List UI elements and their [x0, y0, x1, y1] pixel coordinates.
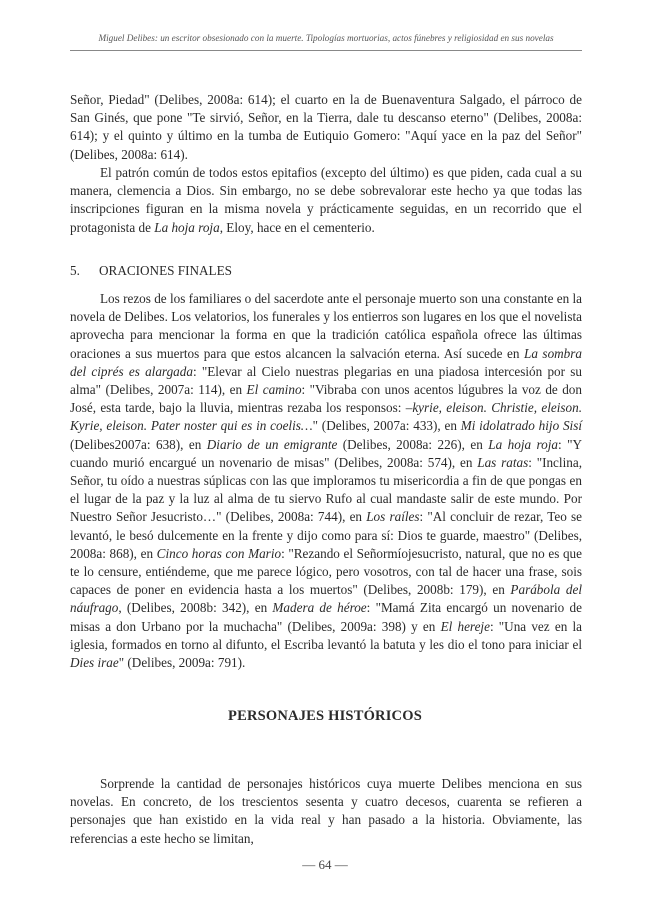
- book-title: Las ratas: [477, 454, 529, 470]
- latin-term: Dies irae: [70, 655, 119, 671]
- quoted-prayer: –kyrie, eleison. Christie, eleison. Kyrie, eleison. Pater noster qui es in coelis…: [70, 400, 582, 434]
- paragraph-text: El patrón común de todos estos epitafios (excepto del último) es que piden, cada cual a su manera, clemencia a Dios. Sin embargo, no se debe sobrevalorar este hecho ya que todas las inscripciones figuran en la misma novela y prácticamente seguidas, en un recorrido que el protagonista de La hoja roja, Eloy, hace en el cementerio.: [70, 165, 582, 235]
- book-title: Mi idolatrado hijo Sisí: [460, 418, 583, 434]
- book-title: Madera de héroe: [272, 600, 367, 616]
- book-title: Parábola del náufrago: [70, 582, 582, 616]
- page-number: — 64 —: [302, 857, 348, 872]
- running-header: Miguel Delibes: un escritor obsesionado con la muerte. Tipologías mortuorias, actos fúnebres y religiosidad en sus novelas: [98, 33, 554, 43]
- book-title: Los raíles: [366, 509, 420, 525]
- book-title: Diario de un emigrante: [206, 436, 338, 452]
- paragraph-text: Sorprende la cantidad de personajes históricos cuya muerte Delibes menciona en sus novelas. En concreto, de los trescientos sesenta y cuatro decesos, cuarenta se refieren a personajes que han existido en la vida real y han pasado a la historia. Obviamente, las referencias a este hecho se limitan,: [70, 776, 582, 846]
- section-heading: [70, 263, 232, 279]
- book-title: Cinco horas con Mario: [156, 545, 282, 561]
- paragraph-text: Los rezos de los familiares o del sacerdote ante el personaje muerto son una constante en la novela de Delibes. Los velatorios, los funerales y los entierros son lugares en los que el novelista aprovecha para mencionar la forma en que la tradición católica española ofrece las últimas oraciones a sus muertos para que estos alcancen la salvación eterna. Así sucede en La sombra del ciprés es alargada: "Elevar al Cielo nuestras plegarias en una piadosa intercesión por su alma" (Delibes, 2007a: 114), en El camino: "Vibraba con unos acentos lúgubres la voz de don José, esta tarde, bajo la lluvia, mientras rezaba los responsos: –kyrie, eleison. Christie, eleison. Kyrie, eleison. Pater noster qui es in coelis…" (Delibes, 2007a: 433), en Mi idolatrado hijo Sisí (Delibes2007a: 638), en Diario de un emigrante (Delibes, 2008a: 226), en La hoja roja: "Y cuando murió encargué un novenario de misas" (Delibes, 2008a: 574), en Las ratas: "Inclina, Señor, tu oído a nuestras súplicas con las que imploramos tu misericordia a fin de que pongas en el lugar de la paz y la luz al alma de tu siervo Rufo al cual mandaste salir de este mundo. Por Nuestro Señor Jesucristo…" (Delibes, 2008a: 744), en Los raíles: "Al concluir de rezar, Teo se levantó, le besó dulcemente en la frente y dijo como para sí: Dios te guarde, maestro" (Delibes, 2008a: 868), en Cinco horas con Mario: "Rezando el Señormíojesucristo, natural, que no es que te lo censure, entiéndeme, que me parece lógico, pero vosotros, con tal de hacer una frase, sois capaces de poner en evidencia hasta a los muertos" (Delibes, 2008b: 179), en Parábola del náufrago, (Delibes, 2008b: 342), en Madera de héroe: "Mamá Zita encargó un novenario de misas a don Urbano por la muchacha" (Delibes, 2009a: 398) y en El hereje: "Una vez en la iglesia, formados en torno al difunto, el Escriba levantó la batuta y les dio el tono para iniciar el Dies irae" (Delibes, 2009a: 791).: [70, 291, 583, 671]
- book-title: El camino: [246, 382, 302, 398]
- chapter-title: PERSONAJES HISTÓRICOS: [228, 708, 422, 724]
- header-divider: [70, 50, 582, 51]
- book-title: La hoja roja: [488, 436, 559, 452]
- chapter-opening-paragraph: [70, 775, 582, 848]
- section-title: ORACIONES FINALES: [99, 263, 232, 278]
- book-title: La sombra del ciprés es alargada: [70, 345, 583, 379]
- continued-paragraph: [70, 91, 582, 164]
- section-paragraph: [70, 290, 582, 672]
- book-title: La hoja roja: [154, 219, 220, 235]
- epitaph-summary-paragraph: [70, 164, 582, 237]
- paragraph-text: Señor, Piedad" (Delibes, 2008a: 614); el cuarto en la de Buenaventura Salgado, el párroco de San Ginés, que pone "Te sirvió, Señor, en la Tierra, dale tu descanso eterno" (Delibes, 2008a: 614); y el quinto y último en la tumba de Eutiquio Gomero: "Aquí yace en la paz del Señor" (Delibes, 2008a: 614).: [70, 92, 582, 162]
- book-title: El hereje: [440, 618, 490, 634]
- section-number: 5.: [70, 263, 80, 278]
